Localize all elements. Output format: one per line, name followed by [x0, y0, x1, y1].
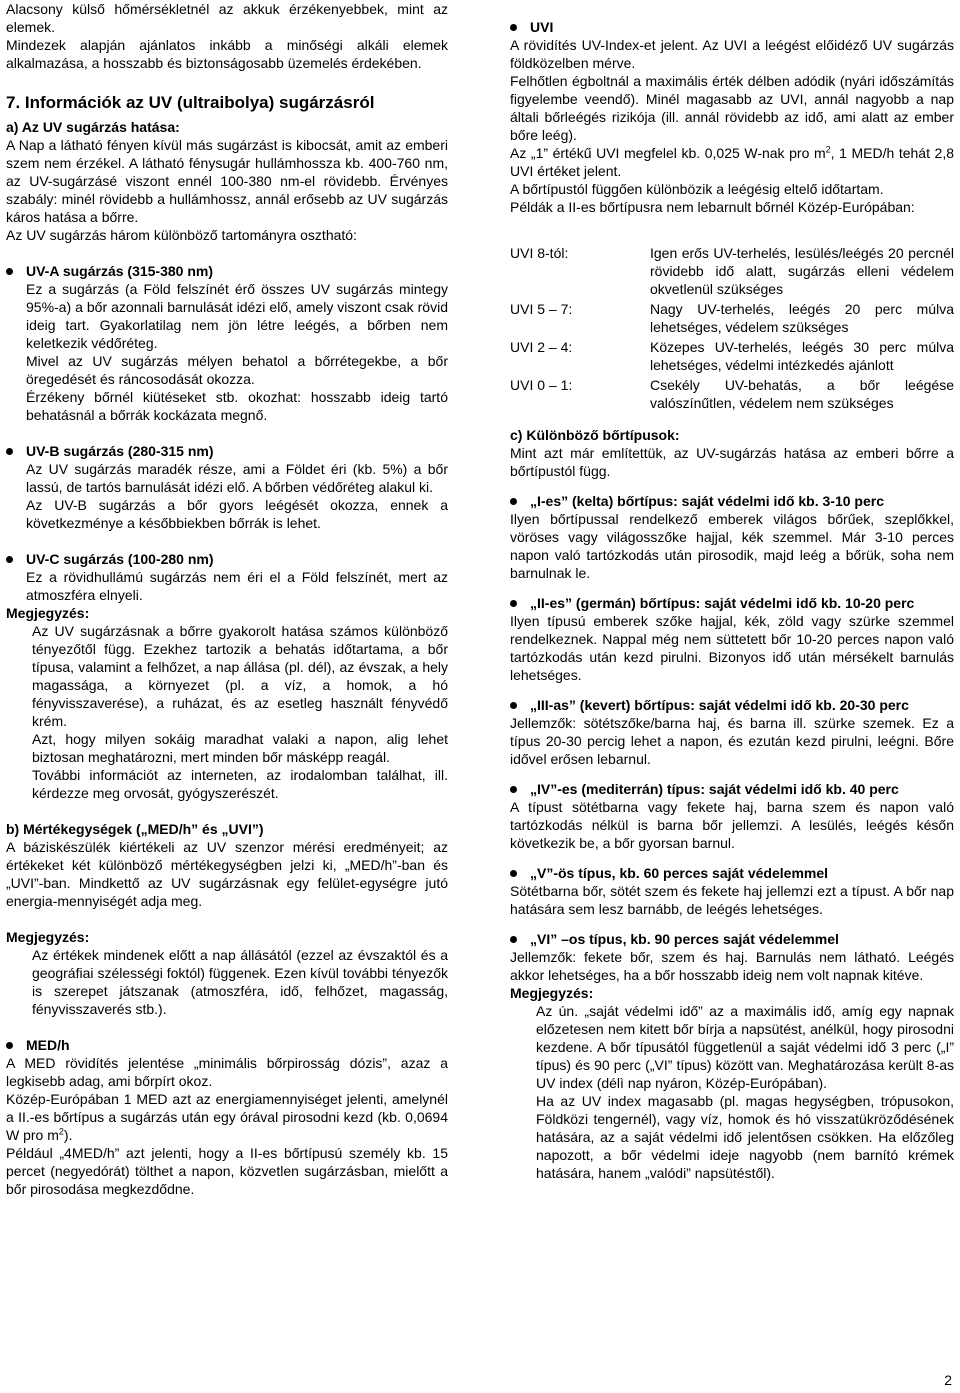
page-number: 2	[944, 1372, 952, 1388]
body-paragraph: Azt, hogy milyen sokáig maradhat valaki a napon, alig lehet biztosan meghatározni, mert minden bőr másképp reagál.	[32, 731, 448, 765]
subsection-title: c) Különböző bőrtípusok:	[510, 427, 680, 443]
body-paragraph: A típust sötétbarna vagy fekete haj, barna szem és napon való tartózkodás nélkül is barna bőr jellemzi. A lesülés, leégés későn következik be, a bőr gyorsan barnul.	[510, 799, 954, 851]
table-cell-key: UVI 8-tól:	[510, 245, 569, 261]
body-paragraph: A rövidítés UV-Index-et jelent. Az UVI a leégést előidéző UV sugárzás földközelben mérve.	[510, 37, 954, 71]
section-heading: 7. Információk az UV (ultraibolya) sugárzásról	[6, 93, 375, 112]
bullet-title-uvi: UVI	[510, 18, 954, 36]
med-text-end: ).	[63, 1127, 73, 1143]
body-paragraph: A MED rövidítés jelentése „minimális bőrpirosság dózis”, azaz a legkisebb adag, ami bőrpírt okoz.	[6, 1055, 448, 1089]
table-row	[510, 376, 954, 414]
table-row	[510, 338, 954, 376]
body-paragraph: Ez a sugárzás (a Föld felszínét érő összes UV sugárzás mintegy 95%-a) a bőr azonnali barnulását idézi elő, amely viszont csak rövid ideig tart. Gyakorlatilag nem jön létre leégés, a bőrben nem keletkezik védőréteg.	[26, 281, 448, 351]
body-paragraph: Az ún. „saját védelmi idő” az a maximális idő, amíg egy napnak előzetesen nem kitett bőr bírja a napsütést, anélkül, hogy pirosodni kezdene. A bőr típusától függetlenül a saját védelmi idő 3 perc („I” típus) és 90 perc („VI” típus) között van. Meghatározása került 8-as UV index (délì nap nyáron, Közép-Európában).	[536, 1003, 954, 1091]
bullet-title-med: MED/h	[6, 1036, 448, 1054]
table-cell-value: Közepes UV-terhelés, leégés 30 perc múlva lehetséges, védelmi intézkedés ajánlott	[650, 339, 954, 373]
bullet-title-uvb: UV-B sugárzás (280-315 nm)	[6, 442, 448, 460]
left-column	[6, 0, 448, 1198]
body-paragraph: Az UV-B sugárzás a bőr gyors leégését okozza, ennek a következménye a későbbiekben bőrrák is lehet.	[26, 497, 448, 531]
bullet-title-type5: „V”-ös típus, kb. 60 perces saját védelemmel	[510, 864, 954, 882]
table-cell-value: Igen erős UV-terhelés, lesülés/leégés 20 percnél rövidebb idő alatt, sugárzás elleni védelem okvetlenül szükséges	[650, 245, 954, 297]
body-paragraph: Felhőtlen égboltnál a maximális érték délben adódik (nyári időszámítás figyelembe veendő). Minél magasabb az UVI, annál nagyobb a nap általi bőrleégés rizikója (ill. annál rövidebb az idő, ami alatt az ember bőre leég).	[510, 73, 954, 143]
note-label: Megjegyzés:	[6, 605, 90, 621]
uvi-table	[510, 244, 954, 414]
table-row	[510, 300, 954, 338]
subsection-title: a) Az UV sugárzás hatása:	[6, 119, 180, 135]
table-cell-key: UVI 5 – 7:	[510, 301, 573, 317]
body-paragraph	[510, 144, 954, 180]
body-paragraph: Az UV sugárzásnak a bőrre gyakorolt hatása számos különböző tényezőtől függ. Ezekhez tartozik a behatás időtartama, a bőr típusa, valamint a felhőzet, a nap állása (pl. dél), az évszak, a hely magassága, a környezet (pl. a víz, a homok, a hó fényvisszaverése), a ruházat, és az esetleg használt fényvédő krém.	[32, 623, 448, 729]
note-label: Megjegyzés:	[6, 929, 90, 945]
body-paragraph: Jellemzők: sötétszőke/barna haj, és barna ill. szürke szemek. Ez a típus 20-30 percig lehet a napon, és ezután kezd pirulni, leégni. Bőre idővel erősen lebarnul.	[510, 715, 954, 767]
med-text: Közép-Európában 1 MED azt az energiamennyiséget jelenti, amelynél a II.-es bőrtípus a sugárzás után egy órával pirosodni kezd (kb. 0,0694 W pro m	[6, 1091, 448, 1143]
uvi-text-end: , 1 MED/h tehát 2,8 UVI értéket jelent.	[510, 145, 954, 179]
body-paragraph: Érzékeny bőrnél kiütéseket stb. okozhat: hosszabb ideig tartó behatásnál a bőrrák kockázata megnő.	[26, 389, 448, 423]
body-paragraph: Ez a rövidhullámú sugárzás nem éri el a Föld felszínét, mert az atmoszféra elnyeli.	[26, 569, 448, 603]
uvi-text: Az „1” értékű UVI megfelel kb. 0,025 W-nak pro m	[510, 145, 826, 161]
superscript: 2	[58, 1126, 64, 1137]
body-paragraph: Például „4MED/h” azt jelenti, hogy a II-es bőrtípusú személy kb. 15 percet (negyedórát) tölthet a napon, közvetlen sugárzásban, mielőtt a bőr pirosodása megkezdődne.	[6, 1145, 448, 1197]
bullet-title-type4: „IV”-es (mediterrán) típus: saját védelmi idő kb. 40 perc	[510, 780, 954, 798]
bullet-title-uva: UV-A sugárzás (315-380 nm)	[6, 262, 448, 280]
body-paragraph: További információt az interneten, az irodalomban találhat, ill. kérdezze meg orvosát, gyógyszerészét.	[32, 767, 448, 801]
body-paragraph: A Nap a látható fényen kívül más sugárzást is kibocsát, amit az emberi szem nem érzékel. A látható fénysugár hullámhossza kb. 400-760 nm, az UV-sugárzásé viszont ennél 100-380 nm-el rövidebb. Érvényes szabály: minél rövidebb a hullámhossz, annál erősebb az UV sugárzás káros hatása a bőrre.	[6, 137, 448, 225]
body-paragraph: A bőrtípustól függően különbözik a leégésig eltelő időtartam.	[510, 181, 884, 197]
bullet-title-type2: „II-es” (germán) bőrtípus: saját védelmi idő kb. 10-20 perc	[510, 594, 954, 612]
intro-paragraph: Alacsony külső hőmérsékletnél az akkuk érzékenyebbek, mint az elemek.	[6, 1, 448, 35]
bullet-title-type3: „III-as” (kevert) bőrtípus: saját védelmi idő kb. 20-30 perc	[510, 696, 954, 714]
body-paragraph: Mivel az UV sugárzás mélyen behatol a bőrrétegekbe, a bőr öregedését és ráncosodását okozza.	[26, 353, 448, 387]
body-paragraph	[6, 1090, 448, 1144]
bullet-title-type1: „I-es” (kelta) bőrtípus: saját védelmi idő kb. 3-10 perc	[510, 492, 954, 510]
table-cell-value: Nagy UV-terhelés, leégés 20 perc múlva lehetséges, védelem szükséges	[650, 301, 954, 335]
body-paragraph: Ilyen bőrtípussal rendelkező emberek világos bőrűek, szeplőkkel, vöröses vagy világosszőke hajjal, kék szemmel. Már 3-10 perces napon való tartózkodás után pirosodik, majd leég a bőrük, soha nem barnulnak le.	[510, 511, 954, 581]
body-paragraph: Az UV sugárzás maradék része, ami a Földet éri (kb. 5%) a bőr lassú, de tartós barnulását idézi elő. A bőrben védőréteg alakul ki.	[26, 461, 448, 495]
body-paragraph: A báziskészülék kiértékeli az UV szenzor mérési eredményeit; az értékeket két különböző mértékegységben jelzi ki, „MED/h”-ban és „UVI”-ban. Mindkettő az UV sugárzásnak egy felület-egységre jutó energia-mennyiségét adja meg.	[6, 839, 448, 909]
table-cell-key: UVI 0 – 1:	[510, 377, 573, 393]
body-paragraph: Az UV sugárzás három különböző tartományra osztható:	[6, 227, 357, 243]
body-paragraph: Jellemzők: fekete bőr, szem és haj. Barnulás nem látható. Leégés akkor lehetséges, ha a bőr hosszabb ideig nem volt napnak kitéve.	[510, 949, 954, 983]
body-paragraph: Példák a II-es bőrtípusra nem lebarnult bőrnél Közép-Európában:	[510, 199, 915, 215]
body-paragraph: Mint azt már említettük, az UV-sugárzás hatása az emberi bőrre a bőrtípustól függ.	[510, 445, 954, 479]
body-paragraph: Ilyen típusú emberek szőke hajjal, kék, zöld vagy szürke szemmel rendelkeznek. Nappal még nem süttetett bőr 10-20 perces napon való tartózkodás után kezd pirulni. Bizonyos idő után mérsékelt barnulás lehetséges.	[510, 613, 954, 683]
superscript: 2	[825, 144, 831, 155]
bullet-title-type6: „VI” –os típus, kb. 90 perces saját védelemmel	[510, 930, 954, 948]
note-label: Megjegyzés:	[510, 985, 594, 1001]
body-paragraph: Az értékek mindenek előtt a nap állásától (ezzel az évszaktól és a geográfiai szélességi foktól) függenek. Ezen kívül további tényezők is szerepet játszanak (atmoszféra, idő, felhőzet, magasság, fényvisszaverés stb.).	[32, 947, 448, 1017]
bullet-title-uvc: UV-C sugárzás (100-280 nm)	[6, 550, 448, 568]
table-cell-key: UVI 2 – 4:	[510, 339, 573, 355]
body-paragraph: Ha az UV index magasabb (pl. magas hegységben, trópusokon, Földközi tengernél), vagy víz, homok és hó visszatükröződésének hatására, az a saját védelmi idő jelentősen csökken. Ha előzőleg napozott, a bőr védelmi ideje nagyobb (nem barnító krémek hatására, hanem „valódi” napsütéstől).	[536, 1093, 954, 1181]
intro-paragraph: Mindezek alapján ajánlatos inkább a minőségi alkáli elemek alkalmazása, a hosszabb és biztonságosabb üzemelés érdekében.	[6, 37, 448, 71]
subsection-title: b) Mértékegységek („MED/h” és „UVI”)	[6, 821, 264, 837]
body-paragraph: Sötétbarna bőr, sötét szem és fekete haj jellemzi ezt a típust. A bőr nap hatására sem lesz barnább, de leégés lehetséges.	[510, 883, 954, 917]
table-row	[510, 244, 954, 300]
right-column	[510, 0, 954, 1182]
table-cell-value: Csekély UV-behatás, a bőr leégése valószínűtlen, védelem nem szükséges	[650, 377, 954, 411]
